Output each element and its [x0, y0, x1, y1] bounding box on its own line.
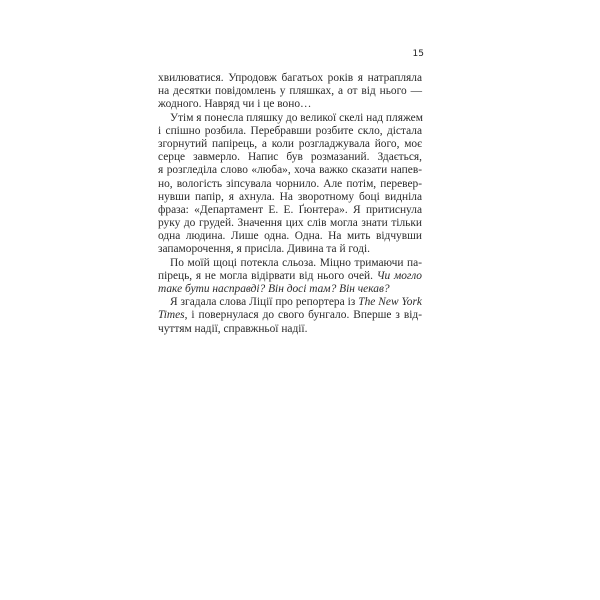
text-run: , і повернулася до свого бунгало. Вперше з від-: [184, 309, 422, 322]
text-line: [158, 283, 422, 296]
text-line: Утім я понесла пляшку до великої скелі над пляжем: [170, 111, 423, 124]
text-line: фраза: «Департамент Е. Е. Ґюнтера». Я притиснула: [158, 203, 422, 216]
text-line: запаморочення, я присіла. Дивина та й годі.: [158, 243, 370, 256]
text-line: жодного. Навряд чи і це воно…: [158, 98, 312, 111]
text-line: [158, 296, 422, 309]
text-line: серце завмерло. Напис був розмазаний. Здається,: [158, 151, 422, 164]
text-run: пірець, я не могла відірвати від нього очей.: [158, 269, 377, 282]
italic-run: таке бути насправді? Він досі там? Він чекав?: [158, 283, 390, 295]
italic-run: Чи могло: [376, 269, 423, 282]
text-line: на десятки повідомлень у пляшках, а от від нього —: [158, 85, 422, 98]
text-line: По моїй щоці потекла сльоза. Міцно тримаючи па-: [170, 256, 422, 269]
text-line: нувши папір, я ахнула. На зворотному боці видніла: [158, 190, 422, 203]
text-line: чуттям надії, справжньої надії.: [158, 322, 308, 335]
text-line: но, вологість зіпсувала чорнило. Але потім, перевер-: [158, 177, 422, 190]
text-line: [158, 309, 422, 322]
italic-run: Times: [158, 309, 185, 322]
page-number: 15: [412, 49, 424, 59]
body-text: [158, 72, 422, 336]
text-line: хвилюватися. Упродовж багатьох років я натрапляла: [158, 72, 422, 84]
text-line: згорнутий папірець, а коли розгладжувала його, моє: [158, 137, 422, 150]
italic-run: The New York: [358, 296, 422, 309]
text-line: одна людина. Лише одна. Одна. На мить відчувши: [158, 230, 422, 243]
text-line: я розгледіла слово «люба», хоча важко сказати напев-: [158, 164, 422, 177]
text-run: Я згадала слова Ліції про репортера із: [170, 296, 359, 309]
text-line: [158, 270, 422, 283]
text-line: руку до грудей. Значення цих слів могла знати тільки: [158, 217, 422, 230]
text-line: і спішно розбила. Перебравши розбите скло, дістала: [158, 124, 422, 137]
